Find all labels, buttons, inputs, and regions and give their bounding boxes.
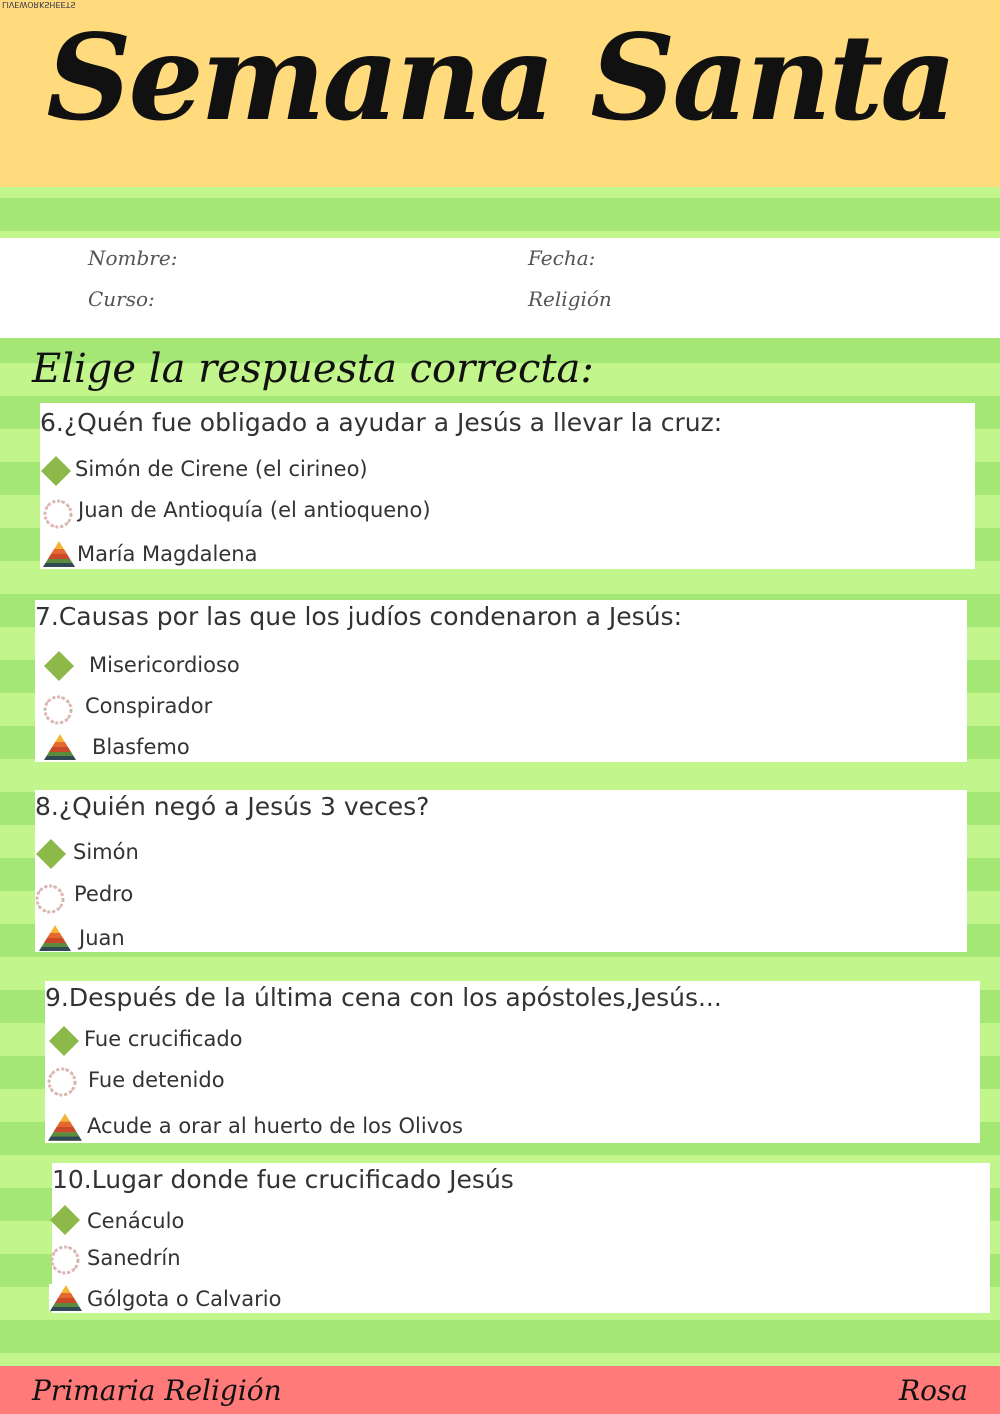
question-card xyxy=(40,403,975,569)
green-diamond-icon xyxy=(35,838,67,870)
watermark: LIVEWORKSHEETS xyxy=(2,0,76,9)
green-diamond-icon xyxy=(43,650,75,682)
header-banner xyxy=(0,0,1000,187)
green-diamond-icon xyxy=(48,1025,80,1057)
question-text: 10.Lugar donde fue crucificado Jesús xyxy=(52,1165,514,1194)
page-title: Semana Santa xyxy=(46,8,954,147)
floral-wreath-icon xyxy=(48,1243,82,1277)
question-text: 7.Causas por las que los judíos condenaron a Jesús: xyxy=(35,602,682,631)
question-text: 6.¿Quén fue obligado a ayudar a Jesús a llevar la cruz: xyxy=(40,408,723,437)
option-b[interactable]: Sanedrín xyxy=(87,1246,181,1270)
floral-wreath-icon xyxy=(41,497,75,531)
striped-triangle-icon xyxy=(47,1112,83,1142)
option-c[interactable]: María Magdalena xyxy=(77,542,258,566)
option-c[interactable]: Blasfemo xyxy=(92,735,190,759)
striped-triangle-icon xyxy=(43,733,77,761)
fecha-label: Fecha: xyxy=(528,246,596,270)
green-diamond-icon xyxy=(49,1204,81,1236)
floral-wreath-icon xyxy=(41,693,75,727)
footer-banner xyxy=(0,1366,1000,1414)
green-diamond-icon xyxy=(40,455,72,487)
floral-wreath-icon xyxy=(33,882,67,916)
option-a[interactable]: Simón de Cirene (el cirineo) xyxy=(75,457,368,481)
floral-wreath-icon xyxy=(45,1065,79,1099)
question-text: 9.Después de la última cena con los apóstoles,Jesús... xyxy=(45,983,722,1012)
question-text: 8.¿Quién negó a Jesús 3 veces? xyxy=(35,792,430,821)
option-b[interactable]: Fue detenido xyxy=(88,1068,225,1092)
option-a[interactable]: Misericordioso xyxy=(89,653,240,677)
question-card xyxy=(35,790,967,952)
curso-label: Curso: xyxy=(88,287,155,311)
option-c[interactable]: Juan xyxy=(79,926,125,950)
nombre-label: Nombre: xyxy=(88,246,178,270)
instruction-heading: Elige la respuesta correcta: xyxy=(32,346,594,392)
option-c[interactable]: Acude a orar al huerto de los Olivos xyxy=(87,1114,463,1138)
striped-triangle-icon xyxy=(49,1284,83,1312)
option-b[interactable]: Conspirador xyxy=(85,694,213,718)
footer-left-text: Primaria Religión xyxy=(32,1374,282,1407)
question-card xyxy=(52,1163,990,1313)
question-card xyxy=(35,600,967,762)
religion-label: Religión xyxy=(528,287,612,311)
option-c[interactable]: Gólgota o Calvario xyxy=(87,1287,282,1311)
footer-right-text: Rosa xyxy=(898,1374,968,1407)
student-info-box xyxy=(0,238,1000,338)
option-a[interactable]: Cenáculo xyxy=(87,1209,185,1233)
option-b[interactable]: Juan de Antioquía (el antioqueno) xyxy=(78,498,431,522)
question-card xyxy=(45,981,980,1143)
option-b[interactable]: Pedro xyxy=(74,882,134,906)
option-a[interactable]: Fue crucificado xyxy=(84,1027,243,1051)
striped-triangle-icon xyxy=(42,540,76,568)
striped-triangle-icon xyxy=(38,924,72,952)
option-a[interactable]: Simón xyxy=(73,840,139,864)
